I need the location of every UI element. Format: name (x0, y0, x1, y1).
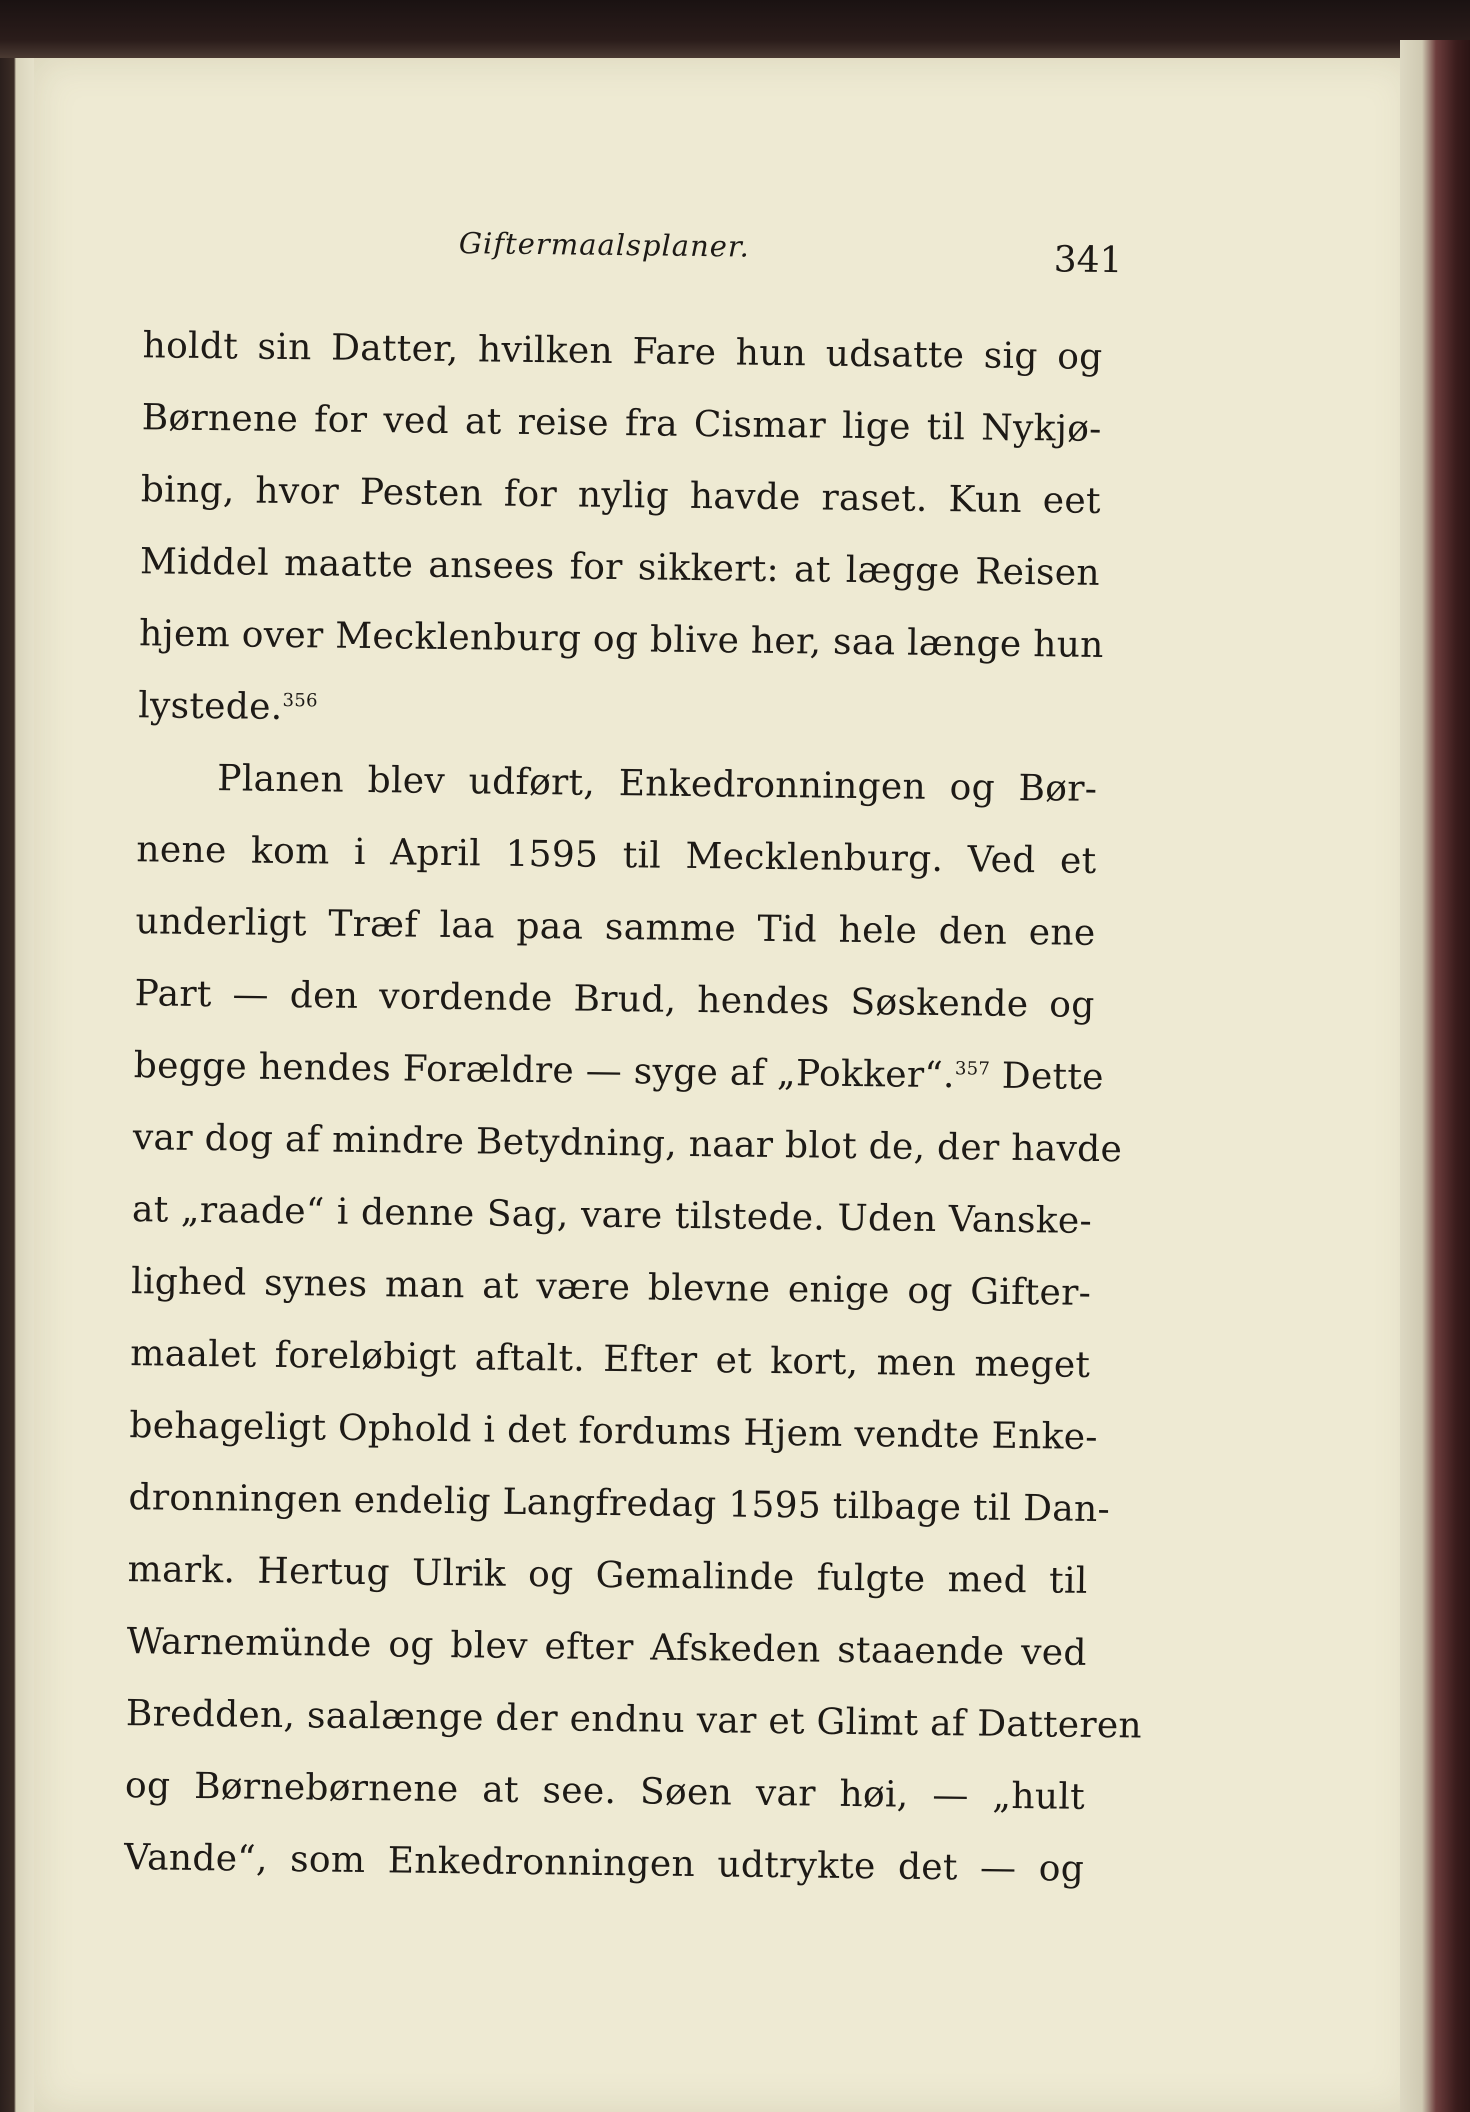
line-text: dronningen endelig Langfredag 1595 tilbage til Dan- (128, 1477, 1111, 1531)
text-line (134, 958, 1095, 1042)
line-text: Bredden, saalænge der endnu var et Glimt af Datteren (125, 1693, 1143, 1747)
text-line (125, 1750, 1086, 1834)
line-text: Børnene for ved at reise fra Cismar lige til Nykjø- (141, 397, 1102, 450)
line-text: behageligt Ophold i det fordums Hjem vendte Enke- (129, 1405, 1099, 1458)
book-binding-edge (1400, 40, 1470, 2112)
text-line (138, 670, 1099, 754)
line-text: nene kom i April 1595 til Mecklenburg. Ved et (136, 829, 1097, 882)
line-text: Planen blev udført, Enkedronningen og Bør- (217, 758, 1098, 810)
text-line (138, 598, 1104, 682)
line-text: Warnemünde og blev efter Afskeden staaende ved (126, 1621, 1087, 1674)
text-line (125, 1678, 1143, 1762)
text-line (124, 1822, 1085, 1906)
line-text: lystede. (137, 685, 283, 728)
line-text: Vande“, som Enkedronningen udtrykte det — og (123, 1837, 1085, 1890)
line-text: Middel maatte ansees for sikkert: at lægge Reisen (139, 541, 1101, 594)
text-line (135, 886, 1096, 970)
line-text: hjem over Mecklenburg og blive her, saa længe hun (138, 613, 1104, 666)
line-text-after: Dette (989, 1055, 1104, 1099)
text-line (132, 1102, 1123, 1186)
line-text: Part — den vordende Brud, hendes Søskende og (134, 973, 1095, 1026)
text-line (141, 382, 1102, 466)
text-line (133, 1030, 1104, 1114)
line-text: mark. Hertug Ulrik og Gemalinde fulgte med til (127, 1549, 1088, 1602)
line-text: var dog af mindre Betydning, naar blot de, der havde (132, 1117, 1123, 1171)
text-line (136, 814, 1097, 898)
text-line (126, 1606, 1087, 1690)
footnote-marker: 357 (954, 1058, 991, 1080)
line-text: at „raade“ i denne Sag, vare tilstede. Uden Vanske- (131, 1189, 1093, 1242)
text-line (129, 1390, 1099, 1474)
text-line (140, 454, 1101, 538)
scan-top-edge (0, 0, 1470, 58)
line-text: lighed synes man at være blevne enige og Gifter- (130, 1261, 1092, 1314)
text-line (130, 1318, 1091, 1402)
line-text: og Børnebørnene at see. Søen var høi, — „hult (124, 1765, 1086, 1818)
body-text (123, 310, 1143, 1906)
running-head (124, 150, 1125, 282)
text-line (137, 742, 1098, 826)
text-line (131, 1246, 1092, 1330)
line-text: begge hendes Forældre — syge af „Pokker“. (133, 1045, 956, 1097)
line-text: maalet foreløbigt aftalt. Efter et kort, men meget (130, 1333, 1091, 1386)
line-text: holdt sin Datter, hvilken Fare hun udsatte sig og (142, 325, 1103, 378)
footnote-marker: 356 (282, 689, 318, 712)
text-line (140, 526, 1101, 610)
line-text: bing, hvor Pesten for nylig havde raset. Kun eet (140, 469, 1102, 522)
line-text: underligt Træf laa paa samme Tid hele den ene (135, 901, 1096, 954)
page-content (123, 150, 1143, 1890)
page-number: 341 (1053, 239, 1123, 282)
text-line (132, 1174, 1093, 1258)
text-line (128, 1462, 1111, 1546)
text-line (142, 310, 1103, 394)
text-line (127, 1534, 1088, 1618)
running-title: Giftermaalsplaner. (458, 226, 751, 264)
